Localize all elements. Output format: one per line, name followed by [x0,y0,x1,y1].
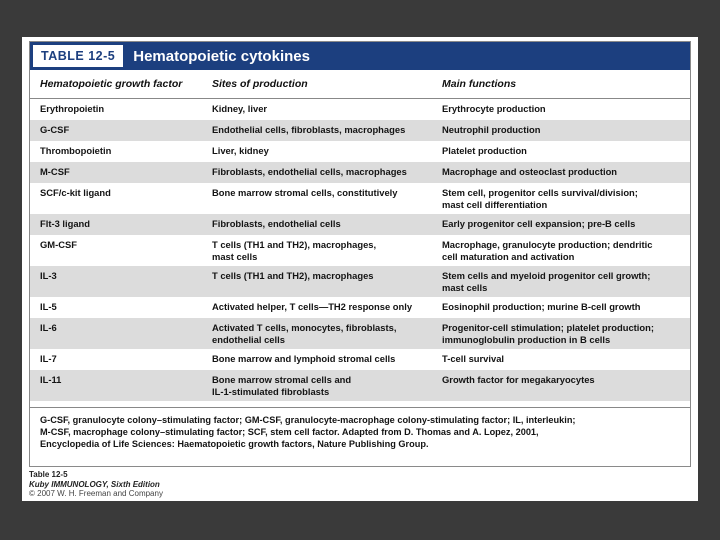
cell-sites: Fibroblasts, endothelial cells, macrophages [212,166,407,177]
table-row [30,120,690,141]
cell-sites: Bone marrow stromal cells and IL-1-stimulated fibroblasts [212,374,352,397]
cell-growth-factor: GM-CSF [40,239,77,250]
cell-sites: Activated helper, T cells—TH2 response only [212,301,413,312]
table-row [30,297,690,318]
cell-functions: Eosinophil production; murine B-cell growth [442,301,641,312]
table-row [30,162,690,183]
footnote [30,407,690,450]
cell-growth-factor: Erythropoietin [40,103,105,114]
cell-growth-factor: Flt-3 ligand [40,218,90,229]
cell-sites: T cells (TH1 and TH2), macrophages, mast cells [212,239,377,262]
table-row [30,370,690,401]
footnote-line: M-CSF, macrophage colony–stimulating factor; SCF, stem cell factor. Adapted from D. Thomas and A. Lopez, 2001, [40,427,539,437]
column-headers [30,70,690,99]
slide [22,37,698,501]
table-row [30,349,690,370]
cell-functions: T-cell survival [442,353,505,364]
cell-sites: Endothelial cells, fibroblasts, macrophages [212,124,406,135]
cell-growth-factor: SCF/c-kit ligand [40,187,111,198]
cell-growth-factor: IL-11 [40,374,62,385]
cell-functions: Stem cell, progenitor cells survival/division; mast cell differentiation [442,187,638,210]
header-growth-factor: Hematopoietic growth factor [40,78,183,90]
title-bar [30,42,690,70]
cell-sites: Liver, kidney [212,145,269,156]
cell-growth-factor: Thrombopoietin [40,145,112,156]
footnote-line: Encyclopedia of Life Sciences: Haematopoietic growth factors, Nature Publishing Group. [40,439,429,449]
cell-sites: Bone marrow stromal cells, constitutively [212,187,398,198]
table-row [30,235,690,266]
table-row [30,183,690,214]
table-body [30,99,690,401]
header-functions: Main functions [442,78,517,90]
caption [29,470,163,499]
header-sites: Sites of production [212,78,308,90]
table-number: TABLE 12-5 [33,45,123,67]
cell-functions: Stem cells and myeloid progenitor cell growth; mast cells [442,270,651,293]
cell-functions: Platelet production [442,145,527,156]
cell-growth-factor: G-CSF [40,124,70,135]
table-row [30,99,690,120]
caption-edition: Kuby IMMUNOLOGY, Sixth Edition [29,479,160,489]
cell-functions: Neutrophil production [442,124,541,135]
table-title: Hematopoietic cytokines [133,47,310,65]
cell-growth-factor: M-CSF [40,166,70,177]
table-row [30,141,690,162]
cell-sites: Kidney, liver [212,103,268,114]
cell-functions: Early progenitor cell expansion; pre-B cells [442,218,636,229]
cell-functions: Macrophage, granulocyte production; dendritic cell maturation and activation [442,239,653,262]
caption-copyright: © 2007 W. H. Freeman and Company [29,489,163,498]
cell-sites: Activated T cells, monocytes, fibroblasts, endothelial cells [212,322,397,345]
cell-growth-factor: IL-5 [40,301,57,312]
footnote-line: G-CSF, granulocyte colony–stimulating factor; GM-CSF, granulocyte-macrophage colony-stimulating factor; IL, interleukin; [40,415,576,425]
cell-functions: Growth factor for megakaryocytes [442,374,595,385]
cell-growth-factor: IL-3 [40,270,57,281]
cell-sites: Fibroblasts, endothelial cells [212,218,341,229]
cell-sites: T cells (TH1 and TH2), macrophages [212,270,374,281]
cell-sites: Bone marrow and lymphoid stromal cells [212,353,396,364]
table-row [30,214,690,235]
cell-functions: Erythrocyte production [442,103,546,114]
table-frame [29,41,691,467]
table-row [30,266,690,297]
cell-functions: Macrophage and osteoclast production [442,166,618,177]
cell-growth-factor: IL-6 [40,322,57,333]
table-row [30,318,690,349]
cell-growth-factor: IL-7 [40,353,57,364]
caption-title: Table 12-5 [29,470,68,479]
cell-functions: Progenitor-cell stimulation; platelet production; immunoglobulin production in B cells [442,322,654,345]
